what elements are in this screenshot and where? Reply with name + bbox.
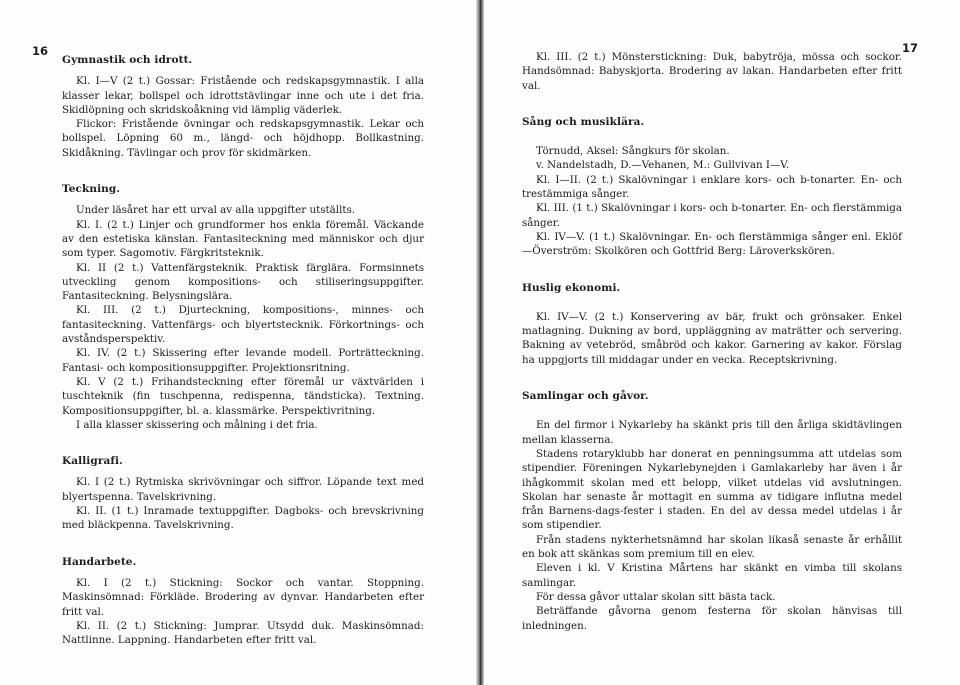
left-column: [62, 53, 424, 647]
right-column: [522, 50, 902, 633]
paragraph: Beträffande gåvorna genom festerna för skolan hänvisas till inledningen.: [522, 605, 902, 632]
paragraph: Kl. IV—V. (1 t.) Skalövningar. En- och flerstämmiga sånger enl. Eklöf—Överström: Skolkören och Gottfrid Berg: Läroverkskören.: [522, 230, 902, 258]
page-number-right: 17: [901, 41, 918, 55]
section-heading-samlingar: Samlingar och gåvor.: [522, 390, 649, 403]
paragraph: Kl. II (2 t.) Vattenfärgsteknik. Praktisk färglära. Formsinnets utveckling genom kompositions- och stiliseringsuppgifter. Fantasiteckning. Belysningslära.: [62, 261, 424, 303]
book-gutter: [476, 0, 484, 685]
paragraph: Kl. I. (2 t.) Linjer och grundformer hos enkla föremål. Väckande av den estetiska känslan. Fantasiteckning med människor och djur som typer. Sagomotiv. Färgkritsteknik.: [62, 218, 424, 260]
paragraph: En del firmor i Nykarleby ha skänkt pris till den årliga skidtävlingen mellan klasserna.: [522, 419, 902, 446]
page-number-left: 16: [32, 44, 49, 58]
section-heading-teckning: Teckning.: [62, 183, 121, 196]
paragraph: Kl. III. (2 t.) Mönsterstickning: Duk, babytröja, mössa och sockor. Handsömnad: Babyskjorta. Brodering av lakan. Handarbeten efter fritt val.: [522, 51, 902, 92]
paragraph: I alla klasser skissering och målning i det fria.: [76, 418, 318, 431]
paragraph: Stadens rotaryklubb har donerat en penningsumma att utdelas som stipendier. Föreningen Nykarlebynejden i Gamlakarleby har även i år ihågkommit skolan med ett belopp, vilket utdelas vid avslutningen. Skolan har senaste år mottagit en summa av tidigare influtna medel från Barnens-dags-fester i staden. En del av dessa medel utdelas i år som stipendier.: [522, 447, 902, 532]
left-page: [0, 0, 478, 685]
section-heading-huslig: Huslig ekonomi.: [522, 281, 621, 294]
paragraph: Kl. II. (1 t.) Inramade textuppgifter. Dagboks- och brevskrivning med bläckpenna. Tavelskrivning.: [62, 505, 424, 532]
paragraph: v. Nandelstadh, D.—Vehanen, M.: Gullvivan I—V.: [536, 159, 790, 172]
paragraph: Kl. II. (2 t.) Stickning: Jumprar. Utsydd duk. Maskinsömnad: Nattlinne. Lappning. Handarbeten efter fritt val.: [62, 619, 424, 647]
section-heading-kalligrafi: Kalligrafi.: [62, 455, 123, 468]
paragraph: Kl. III. (2 t.) Djurteckning, kompositions-, minnes- och fantasiteckning. Vattenfärgs- och blyertstecknik. Förkortnings- och avståndsperspektiv.: [62, 304, 424, 346]
right-page: [484, 0, 960, 685]
section-heading-gymnastik: Gymnastik och idrott.: [62, 54, 193, 66]
paragraph: Törnudd, Aksel: Sångkurs för skolan.: [536, 145, 730, 158]
paragraph: Kl. I (2 t.) Rytmiska skrivövningar och siffror. Löpande text med blyertspenna. Tavelskrivning.: [62, 476, 424, 503]
paragraph: Flickor: Fristående övningar och redskapsgymnastik. Lekar och bollspel. Löpning 60 m., längd- och höjdhopp. Bollkastning. Skidåkning. Tävlingar och prov för skidmärken.: [62, 118, 424, 159]
paragraph: Från stadens nykterhetsnämnd har skolan likaså senaste år erhållit en bok att skänkas som premium till en elev.: [522, 533, 902, 561]
paragraph: Eleven i kl. V Kristina Mårtens har skänkt en vimba till skolans samlingar.: [522, 562, 902, 589]
paragraph: Kl. I—II. (2 t.) Skalövningar i enklare kors- och b-tonarter. En- och trestämmiga sånger.: [522, 173, 902, 201]
paragraph: För dessa gåvor uttalar skolan sitt bästa tack.: [536, 590, 776, 603]
paragraph: Kl. I (2 t.) Stickning: Sockor och vantar. Stoppning. Maskinsömnad: Förkläde. Brodering av dynvar. Handarbeten efter fritt val.: [62, 576, 424, 618]
paragraph: Kl. III. (1 t.) Skalövningar i kors- och b-tonarter. En- och flerstämmiga sånger.: [522, 202, 902, 229]
section-heading-handarbete: Handarbete.: [62, 555, 137, 568]
paragraph: Kl. IV—V. (2 t.) Konservering av bär, frukt och grönsaker. Enkel matlagning. Dukning av bord, uppläggning av maträtter och servering. Bakning av vetebröd, småbröd och kakor. Garnering av kakor. Förslag ha uppgjorts till middagar under en vecka. Receptskrivning.: [522, 310, 902, 366]
paragraph: Kl. I—V (2 t.) Gossar: Fristående och redskapsgymnastik. I alla klasser lekar, bollspel och idrottstävlingar inne och ute i det fria. Skidlöpning och skridskoåkning vid lämplig väderlek.: [62, 75, 424, 116]
paragraph: Under läsåret har ett urval av alla uppgifter utställts.: [76, 204, 356, 217]
paragraph: Kl. IV. (2 t.) Skissering efter levande modell. Porträtteckning. Fantasi- och kompositionsuppgifter. Projektionsritning.: [62, 347, 424, 374]
section-heading-sang: Sång och musiklära.: [522, 115, 645, 128]
paragraph: Kl. V (2 t.) Frihandsteckning efter föremål ur växtvärlden i tuschteknik (fin tuschpenna, redispenna, tändsticka). Textning. Kompositionsuppgifter, bl. a. klassmärke. Perspektivritning.: [62, 375, 424, 417]
